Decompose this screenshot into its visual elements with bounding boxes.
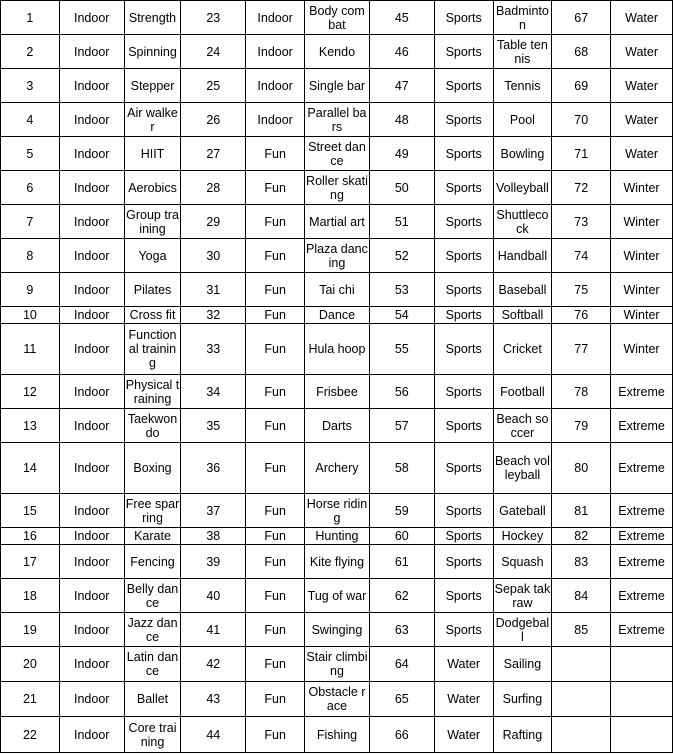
table-row: [1, 307, 673, 324]
table-row: [1, 239, 673, 273]
row-number-cell: 14: [1, 443, 60, 494]
activity-cell: Sailing: [493, 647, 552, 682]
activity-cell: Archery: [305, 443, 370, 494]
category-cell: Indoor: [246, 69, 305, 103]
activity-cell: Air walker: [124, 103, 181, 137]
activity-cell: Obstacle race: [305, 682, 370, 717]
activity-cell: Hula hoop: [305, 324, 370, 375]
row-number-cell: 50: [369, 171, 434, 205]
category-cell: Indoor: [59, 579, 124, 613]
row-number-cell: 8: [1, 239, 60, 273]
activity-cell: Badminton: [493, 1, 552, 35]
category-cell: Indoor: [59, 69, 124, 103]
category-cell: Indoor: [59, 273, 124, 307]
row-number-cell: 2: [1, 35, 60, 69]
category-cell: Indoor: [59, 613, 124, 647]
category-cell: Winter: [611, 171, 673, 205]
category-cell: Indoor: [246, 1, 305, 35]
table-row: [1, 647, 673, 682]
row-number-cell: 47: [369, 69, 434, 103]
activity-cell: Cricket: [493, 324, 552, 375]
table-row: [1, 69, 673, 103]
category-cell: [611, 647, 673, 682]
table-row: [1, 324, 673, 375]
row-number-cell: 15: [1, 494, 60, 528]
category-cell: Sports: [434, 171, 493, 205]
category-cell: Indoor: [59, 409, 124, 443]
row-number-cell: 68: [552, 35, 611, 69]
row-number-cell: 48: [369, 103, 434, 137]
category-cell: Sports: [434, 613, 493, 647]
row-number-cell: 52: [369, 239, 434, 273]
activity-cell: Physical training: [124, 375, 181, 409]
activity-cell: Table tennis: [493, 35, 552, 69]
table-body: [1, 1, 673, 753]
activity-cell: Aerobics: [124, 171, 181, 205]
category-cell: Indoor: [59, 717, 124, 753]
row-number-cell: 65: [369, 682, 434, 717]
row-number-cell: 11: [1, 324, 60, 375]
row-number-cell: 9: [1, 273, 60, 307]
row-number-cell: 7: [1, 205, 60, 239]
category-cell: Fun: [246, 137, 305, 171]
category-cell: Fun: [246, 307, 305, 324]
category-cell: Fun: [246, 273, 305, 307]
category-cell: Sports: [434, 137, 493, 171]
row-number-cell: 19: [1, 613, 60, 647]
row-number-cell: 21: [1, 682, 60, 717]
row-number-cell: 28: [181, 171, 246, 205]
activity-cell: Martial art: [305, 205, 370, 239]
category-cell: Indoor: [59, 205, 124, 239]
row-number-cell: 40: [181, 579, 246, 613]
activity-cell: Parallel bars: [305, 103, 370, 137]
category-cell: Fun: [246, 171, 305, 205]
category-cell: [611, 682, 673, 717]
category-cell: Indoor: [59, 375, 124, 409]
category-cell: Indoor: [59, 324, 124, 375]
row-number-cell: 70: [552, 103, 611, 137]
category-cell: Fun: [246, 409, 305, 443]
category-cell: Fun: [246, 443, 305, 494]
activity-cell: Jazz dance: [124, 613, 181, 647]
row-number-cell: [552, 647, 611, 682]
activity-cell: Core training: [124, 717, 181, 753]
category-cell: Fun: [246, 579, 305, 613]
row-number-cell: 27: [181, 137, 246, 171]
activity-cell: Stepper: [124, 69, 181, 103]
activity-cell: Free sparring: [124, 494, 181, 528]
category-cell: Water: [434, 717, 493, 753]
row-number-cell: 16: [1, 528, 60, 545]
row-number-cell: 45: [369, 1, 434, 35]
category-cell: Fun: [246, 682, 305, 717]
table-row: [1, 137, 673, 171]
category-cell: Sports: [434, 1, 493, 35]
row-number-cell: 81: [552, 494, 611, 528]
activity-cell: Kendo: [305, 35, 370, 69]
category-cell: Sports: [434, 307, 493, 324]
activity-cell: Fishing: [305, 717, 370, 753]
activity-cell: Shuttlecock: [493, 205, 552, 239]
activity-cell: Body combat: [305, 1, 370, 35]
category-cell: Sports: [434, 579, 493, 613]
category-cell: Water: [611, 137, 673, 171]
category-cell: Fun: [246, 647, 305, 682]
row-number-cell: 46: [369, 35, 434, 69]
row-number-cell: 63: [369, 613, 434, 647]
activity-cell: Beach soccer: [493, 409, 552, 443]
row-number-cell: 22: [1, 717, 60, 753]
activity-cell: Rafting: [493, 717, 552, 753]
row-number-cell: 58: [369, 443, 434, 494]
row-number-cell: 75: [552, 273, 611, 307]
activity-cell: Strength: [124, 1, 181, 35]
activity-cell: Kite flying: [305, 545, 370, 579]
category-cell: Winter: [611, 205, 673, 239]
table-row: [1, 613, 673, 647]
category-cell: Extreme: [611, 409, 673, 443]
activity-cell: Tai chi: [305, 273, 370, 307]
row-number-cell: 61: [369, 545, 434, 579]
row-number-cell: 53: [369, 273, 434, 307]
category-cell: Sports: [434, 324, 493, 375]
category-cell: Fun: [246, 494, 305, 528]
category-cell: Indoor: [59, 35, 124, 69]
category-cell: Indoor: [59, 528, 124, 545]
category-cell: Sports: [434, 35, 493, 69]
table-row: [1, 1, 673, 35]
category-cell: Fun: [246, 613, 305, 647]
row-number-cell: 57: [369, 409, 434, 443]
row-number-cell: 83: [552, 545, 611, 579]
activity-cell: Pool: [493, 103, 552, 137]
row-number-cell: 12: [1, 375, 60, 409]
row-number-cell: 82: [552, 528, 611, 545]
row-number-cell: 51: [369, 205, 434, 239]
category-cell: Indoor: [59, 443, 124, 494]
activity-cell: Pilates: [124, 273, 181, 307]
activity-cell: Cross fit: [124, 307, 181, 324]
row-number-cell: 6: [1, 171, 60, 205]
table-row: [1, 273, 673, 307]
row-number-cell: 56: [369, 375, 434, 409]
category-cell: Indoor: [59, 103, 124, 137]
row-number-cell: 54: [369, 307, 434, 324]
row-number-cell: 38: [181, 528, 246, 545]
activity-cell: Handball: [493, 239, 552, 273]
activity-cell: Stair climbing: [305, 647, 370, 682]
row-number-cell: 41: [181, 613, 246, 647]
row-number-cell: 43: [181, 682, 246, 717]
activity-cell: Gateball: [493, 494, 552, 528]
activity-cell: Darts: [305, 409, 370, 443]
row-number-cell: 80: [552, 443, 611, 494]
activity-cell: Dodgeball: [493, 613, 552, 647]
row-number-cell: 44: [181, 717, 246, 753]
activity-cell: Softball: [493, 307, 552, 324]
category-cell: Sports: [434, 239, 493, 273]
row-number-cell: 30: [181, 239, 246, 273]
activity-cell: Sepak takraw: [493, 579, 552, 613]
category-cell: Sports: [434, 205, 493, 239]
activity-cell: Spinning: [124, 35, 181, 69]
row-number-cell: 66: [369, 717, 434, 753]
category-cell: Sports: [434, 443, 493, 494]
category-cell: Extreme: [611, 494, 673, 528]
row-number-cell: 42: [181, 647, 246, 682]
row-number-cell: 59: [369, 494, 434, 528]
row-number-cell: 18: [1, 579, 60, 613]
row-number-cell: 23: [181, 1, 246, 35]
activity-cell: Taekwondo: [124, 409, 181, 443]
row-number-cell: 69: [552, 69, 611, 103]
row-number-cell: 73: [552, 205, 611, 239]
activity-cell: Hockey: [493, 528, 552, 545]
row-number-cell: 32: [181, 307, 246, 324]
category-cell: Indoor: [59, 171, 124, 205]
category-cell: Sports: [434, 545, 493, 579]
category-cell: Extreme: [611, 545, 673, 579]
table-row: [1, 717, 673, 753]
category-cell: Sports: [434, 409, 493, 443]
category-cell: Sports: [434, 528, 493, 545]
activity-cell: Street dance: [305, 137, 370, 171]
category-cell: Fun: [246, 717, 305, 753]
row-number-cell: 4: [1, 103, 60, 137]
activity-cell: Squash: [493, 545, 552, 579]
row-number-cell: 26: [181, 103, 246, 137]
category-cell: Indoor: [59, 682, 124, 717]
category-cell: [611, 717, 673, 753]
activity-cell: Functional training: [124, 324, 181, 375]
activity-cell: Yoga: [124, 239, 181, 273]
row-number-cell: 33: [181, 324, 246, 375]
row-number-cell: 29: [181, 205, 246, 239]
row-number-cell: 49: [369, 137, 434, 171]
row-number-cell: 17: [1, 545, 60, 579]
activity-cell: Tennis: [493, 69, 552, 103]
row-number-cell: 79: [552, 409, 611, 443]
category-cell: Fun: [246, 545, 305, 579]
category-cell: Fun: [246, 205, 305, 239]
activity-cell: Plaza dancing: [305, 239, 370, 273]
table-row: [1, 579, 673, 613]
activity-cell: Volleyball: [493, 171, 552, 205]
row-number-cell: 55: [369, 324, 434, 375]
category-cell: Fun: [246, 528, 305, 545]
activity-cell: Baseball: [493, 273, 552, 307]
category-cell: Fun: [246, 375, 305, 409]
category-cell: Indoor: [59, 545, 124, 579]
category-cell: Indoor: [246, 35, 305, 69]
category-cell: Sports: [434, 69, 493, 103]
row-number-cell: 36: [181, 443, 246, 494]
table-row: [1, 494, 673, 528]
activity-cell: Boxing: [124, 443, 181, 494]
table-row: [1, 409, 673, 443]
table-row: [1, 35, 673, 69]
activity-cell: Single bar: [305, 69, 370, 103]
category-cell: Water: [611, 103, 673, 137]
category-cell: Sports: [434, 103, 493, 137]
category-cell: Water: [611, 69, 673, 103]
category-cell: Water: [434, 647, 493, 682]
table-row: [1, 171, 673, 205]
activity-cell: Beach volleyball: [493, 443, 552, 494]
table-row: [1, 528, 673, 545]
category-cell: Winter: [611, 324, 673, 375]
category-cell: Water: [434, 682, 493, 717]
row-number-cell: 10: [1, 307, 60, 324]
category-cell: Indoor: [246, 103, 305, 137]
activity-cell: Football: [493, 375, 552, 409]
category-cell: Winter: [611, 273, 673, 307]
category-cell: Sports: [434, 273, 493, 307]
activity-cell: Surfing: [493, 682, 552, 717]
activity-cell: Fencing: [124, 545, 181, 579]
category-cell: Indoor: [59, 239, 124, 273]
category-cell: Sports: [434, 494, 493, 528]
activity-cell: Belly dance: [124, 579, 181, 613]
row-number-cell: 71: [552, 137, 611, 171]
category-cell: Winter: [611, 307, 673, 324]
category-cell: Extreme: [611, 443, 673, 494]
activity-cell: Frisbee: [305, 375, 370, 409]
category-cell: Water: [611, 1, 673, 35]
activity-cell: Horse riding: [305, 494, 370, 528]
activity-cell: Swinging: [305, 613, 370, 647]
activity-cell: Group training: [124, 205, 181, 239]
category-cell: Fun: [246, 324, 305, 375]
table-row: [1, 682, 673, 717]
category-cell: Water: [611, 35, 673, 69]
row-number-cell: 85: [552, 613, 611, 647]
row-number-cell: 1: [1, 1, 60, 35]
row-number-cell: 67: [552, 1, 611, 35]
category-cell: Indoor: [59, 647, 124, 682]
row-number-cell: 3: [1, 69, 60, 103]
category-cell: Indoor: [59, 1, 124, 35]
row-number-cell: [552, 682, 611, 717]
row-number-cell: 13: [1, 409, 60, 443]
activity-cell: Roller skating: [305, 171, 370, 205]
row-number-cell: 5: [1, 137, 60, 171]
row-number-cell: 64: [369, 647, 434, 682]
table-row: [1, 205, 673, 239]
table-row: [1, 545, 673, 579]
row-number-cell: 24: [181, 35, 246, 69]
activity-cell: Bowling: [493, 137, 552, 171]
row-number-cell: 74: [552, 239, 611, 273]
row-number-cell: 60: [369, 528, 434, 545]
category-cell: Extreme: [611, 528, 673, 545]
activity-cell: Karate: [124, 528, 181, 545]
table-row: [1, 443, 673, 494]
category-cell: Indoor: [59, 494, 124, 528]
table-row: [1, 103, 673, 137]
category-cell: Sports: [434, 375, 493, 409]
row-number-cell: 76: [552, 307, 611, 324]
row-number-cell: 84: [552, 579, 611, 613]
row-number-cell: 78: [552, 375, 611, 409]
activity-cell: Latin dance: [124, 647, 181, 682]
category-cell: Extreme: [611, 613, 673, 647]
category-cell: Indoor: [59, 307, 124, 324]
activity-cell: Hunting: [305, 528, 370, 545]
category-cell: Extreme: [611, 579, 673, 613]
row-number-cell: 35: [181, 409, 246, 443]
table-row: [1, 375, 673, 409]
row-number-cell: 62: [369, 579, 434, 613]
category-cell: Indoor: [59, 137, 124, 171]
row-number-cell: [552, 717, 611, 753]
category-cell: Fun: [246, 239, 305, 273]
activity-cell: Tug of war: [305, 579, 370, 613]
activity-cell: Dance: [305, 307, 370, 324]
category-cell: Winter: [611, 239, 673, 273]
row-number-cell: 37: [181, 494, 246, 528]
row-number-cell: 77: [552, 324, 611, 375]
row-number-cell: 20: [1, 647, 60, 682]
activity-cell: Ballet: [124, 682, 181, 717]
row-number-cell: 34: [181, 375, 246, 409]
row-number-cell: 25: [181, 69, 246, 103]
activity-cell: HIIT: [124, 137, 181, 171]
category-cell: Extreme: [611, 375, 673, 409]
row-number-cell: 31: [181, 273, 246, 307]
row-number-cell: 72: [552, 171, 611, 205]
row-number-cell: 39: [181, 545, 246, 579]
